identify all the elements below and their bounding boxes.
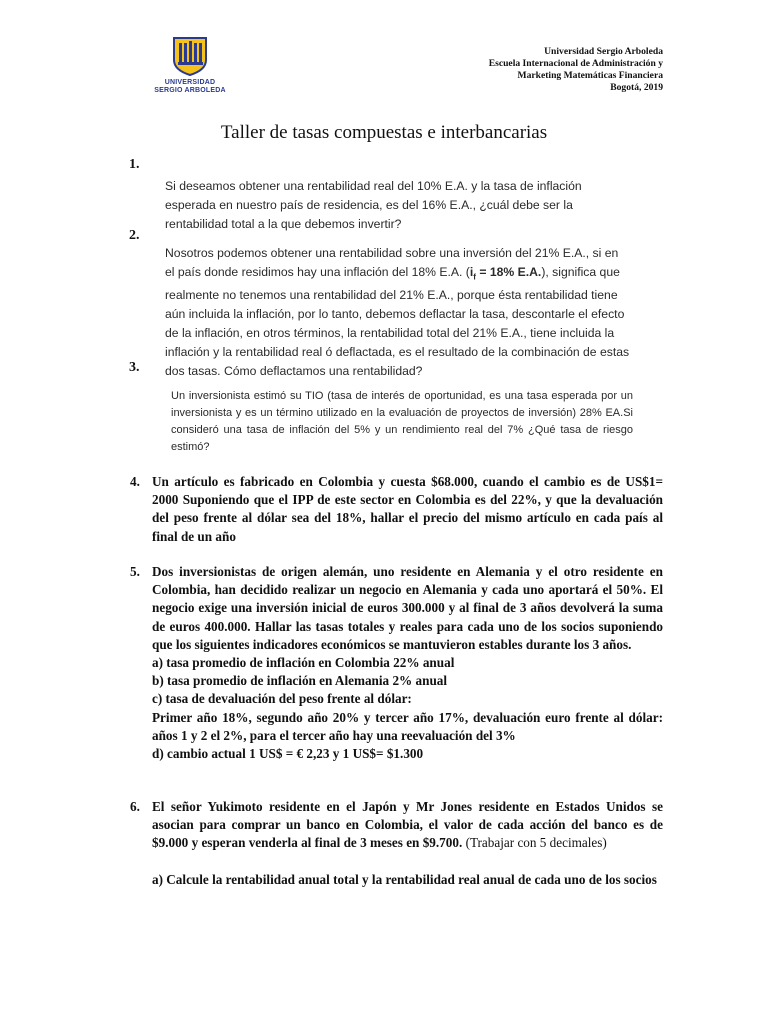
- question-5-item-b: b) tasa promedio de inflación en Alemania 2% anual: [152, 673, 448, 689]
- question-4: [130, 473, 663, 546]
- question-6-sub-a: a) Calcule la rentabilidad anual total y la rentabilidad real anual de cada uno de los socios: [152, 871, 657, 887]
- question-5: [130, 563, 663, 763]
- question-3-number: 3.: [129, 360, 140, 375]
- question-6: [130, 798, 663, 889]
- question-2-text-after: ), significa que realmente no tenemos una rentabilidad del 21% E.A., porque ésta rentabilidad tiene aún incluida la inflación, por lo tanto, debemos deflactar la tasa, descontarle el efecto de la inflación, en otros términos, la rentabilidad total del 21% E.A., tiene incluida la inflación y la rentabilidad real ó deflactada, es el resultado de la combinación de estas dos tasas. Cómo deflactamos una rentabilidad?: [165, 265, 630, 379]
- question-3-body: Un inversionista estimó su TIO (tasa de interés de oportunidad, es una tasa esperada por un inversionista y es un término utilizado en la evaluación de proyectos de inversión) 28% EA.Si consideró una tasa de inflación del 5% y un rendimiento real del 7% ¿Qué tasa de riesgo estimó?: [171, 390, 633, 453]
- header-course: Marketing Matemáticas Financiera: [517, 70, 663, 81]
- question-4-text: Un artículo es fabricado en Colombia y cuesta $68.000, cuando el cambio es de US$1= 2000 Suponiendo que el IPP de este sector en Colombia es del 22%, y que la devaluación del peso frente al dólar sea del 18%, hallar el precio del mismo artículo en cada país al final de un año: [152, 474, 663, 544]
- header-school: Escuela Internacional de Administración y: [488, 58, 663, 69]
- header-place-date: Bogotá, 2019: [610, 82, 663, 93]
- question-4-number: 4.: [130, 474, 140, 489]
- inflation-formula: $i_f = 18\%$ E.A.: [469, 265, 542, 282]
- document-title: Taller de tasas compuestas e interbancarias: [220, 122, 548, 143]
- logo-line-1: UNIVERSIDAD: [164, 79, 216, 86]
- question-5-item-d: d) cambio actual 1 US$ = € 2,23 y 1 US$= $1.300: [152, 746, 424, 762]
- question-6-text: [152, 798, 663, 853]
- header-university: Universidad Sergio Arboleda: [544, 46, 663, 57]
- question-2-number: 2.: [129, 228, 140, 243]
- question-1-body: Si deseamos obtener una rentabilidad real del 10% E.A. y la tasa de inflación esperada en nuestro país de residencia, es del 16% E.A., ¿cuál debe ser la rentabilidad total a la que debemos invertir?: [165, 179, 582, 231]
- question-2-body: [165, 244, 630, 381]
- logo-line-2: SERGIO ARBOLEDA: [154, 87, 226, 94]
- question-5-item-a: a) tasa promedio de inflación en Colombia 22% anual: [152, 655, 455, 671]
- university-logo: [150, 36, 230, 100]
- question-2-text: [165, 244, 630, 381]
- question-5-number: 5.: [130, 564, 140, 579]
- question-2-text-before: Nosotros podemos obtener una rentabilidad sobre una inversión del 21% E.A., si en el país donde residimos hay una inflación del 18% E.A. (: [165, 246, 619, 279]
- question-1-number: 1.: [129, 157, 140, 172]
- question-1-text: [165, 177, 630, 234]
- question-5-text: Dos inversionistas de origen alemán, uno residente en Alemania y el otro residente en Colombia, han decidido realizar un negocio en Alemania y cada uno aportará el 50%. El negocio exige una inversión inicial de euros 300.000 y al final de 3 años devolverá la suma de euros 400.000. Hallar las tasas totales y reales para cada uno de los socios suponiendo que los siguientes indicadores económicos se mantuvieron estables durante los 3 años.: [152, 564, 663, 652]
- university-shield-icon: [172, 36, 208, 76]
- question-6-note: (Trabajar con 5 decimales): [462, 835, 607, 851]
- document-header: [489, 46, 663, 94]
- question-5-item-c: c) tasa de devaluación del peso frente al dólar:: [152, 691, 412, 707]
- question-3-text: [171, 388, 633, 456]
- question-6-body: El señor Yukimoto residente en el Japón y Mr Jones residente en Estados Unidos se asocian para comprar un banco en Colombia, el valor de cada acción del banco es de $9.000 y esperan venderla al final de 3 meses en $9.700.: [152, 799, 663, 851]
- question-6-number: 6.: [130, 799, 140, 814]
- question-5-item-c-detail: Primer año 18%, segundo año 20% y tercer año 17%, devaluación euro frente al dólar: años 1 y 2 el 2%, para el tercer año hay una reevaluación del 3%: [152, 709, 663, 743]
